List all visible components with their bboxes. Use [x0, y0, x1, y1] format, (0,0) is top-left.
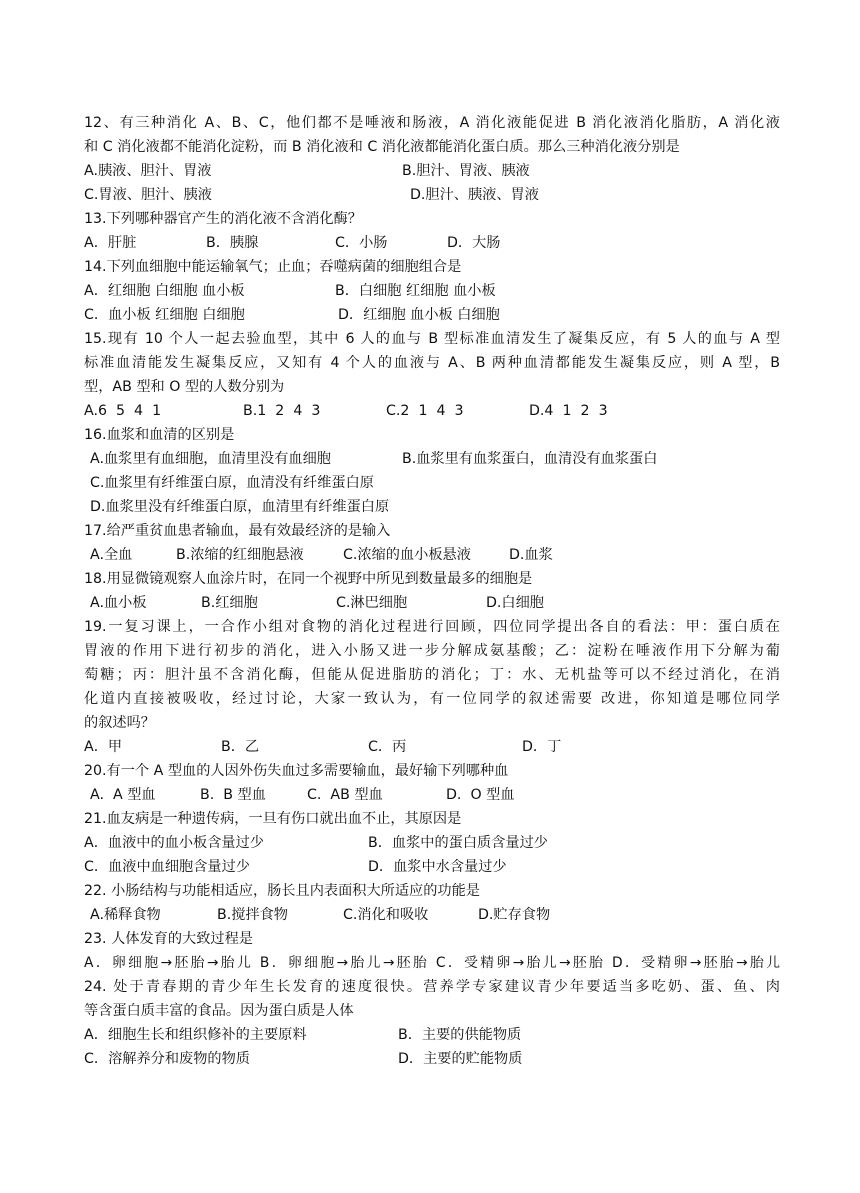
option-c: C.血浆里有纤维蛋白原，血清没有纤维蛋白原	[90, 475, 374, 491]
option-row	[84, 1047, 780, 1071]
option-b: B.血浆里有血浆蛋白，血清没有血浆蛋白	[402, 451, 658, 467]
question-16	[84, 423, 780, 519]
option-a: A.6 5 4 1	[84, 403, 162, 419]
question-stem-line: 21.血友病是一种遗传病，一旦有伤口就出血不止，其原因是	[84, 811, 462, 827]
question-stem-line: 化道内直接被吸收，经过讨论，大家一致认为，有一位同学的叙述需要 改进，你知道是哪位同学	[84, 691, 780, 707]
option-d: D.血浆	[509, 547, 553, 563]
option-row	[84, 831, 780, 855]
option-c: C.2 1 4 3	[386, 403, 464, 419]
option-a: A．肝脏	[84, 235, 137, 251]
option-b: B.浓缩的红细胞悬液	[176, 547, 304, 563]
question-stem-line: 23. 人体发育的大致过程是	[84, 931, 253, 947]
question-stem-line: 标准血清能发生凝集反应，又知有 4 个人的血液与 A、B 两种血清都能发生凝集反应，则 A 型，B	[84, 355, 780, 371]
question-stem-line: 18.用显微镜观察人血涂片时，在同一个视野中所见到数量最多的细胞是	[84, 571, 533, 587]
option-row	[84, 279, 780, 303]
option-c: C.浓缩的血小板悬液	[343, 547, 471, 563]
option-b: B．主要的供能物质	[398, 1027, 522, 1043]
question-stem-line: 12、有三种消化 A、B、C，他们都不是唾液和肠液，A 消化液能促进 B 消化液消化脂肪，A 消化液	[84, 115, 780, 131]
option-row	[84, 495, 780, 519]
option-d: D.白细胞	[486, 595, 544, 611]
option-row	[84, 591, 780, 615]
option-a: A．血液中的血小板含量过少	[84, 835, 264, 851]
option-c: C．丙	[368, 739, 407, 755]
option-b: B. B 型血	[200, 787, 266, 803]
question-20	[84, 759, 780, 807]
option-row	[84, 159, 780, 183]
question-stem-line: 16.血浆和血清的区别是	[84, 427, 235, 443]
option-c: C.淋巴细胞	[336, 595, 408, 611]
question-stem-line: 15.现有 10 个人一起去验血型，其中 6 人的血与 B 型标准血清发生了凝集反应，有 5 人的血与 A 型	[84, 331, 780, 347]
option-b: B.红细胞	[201, 595, 258, 611]
option-row	[84, 447, 780, 471]
option-row	[84, 783, 780, 807]
question-19	[84, 615, 780, 759]
question-15	[84, 327, 780, 423]
question-stem-line: 型，AB 型和 O 型的人数分别为	[84, 379, 285, 395]
option-b: B.胆汁、胃液、胰液	[402, 163, 530, 179]
option-c: C．小肠	[335, 235, 388, 251]
option-row	[84, 183, 780, 207]
option-b: B．乙	[221, 739, 260, 755]
option-d: D．血浆中水含量过少	[368, 859, 507, 875]
question-23	[84, 927, 780, 975]
option-b: B.1 2 4 3	[243, 403, 321, 419]
option-row	[84, 303, 780, 327]
option-row	[84, 1023, 780, 1047]
option-c: C.消化和吸收	[343, 907, 429, 923]
question-stem-line: 14.下列血细胞中能运输氧气；止血；吞噬病菌的细胞组合是	[84, 259, 462, 275]
option-d: D．大肠	[447, 235, 501, 251]
option-d: D．丁	[522, 739, 562, 755]
question-stem-line: 24. 处于青春期的青少年生长发育的速度很快。营养学专家建议青少年要适当多吃奶、蛋、鱼、肉	[84, 979, 780, 995]
option-a: A.胰液、胆汁、胃液	[84, 163, 212, 179]
question-stem-line: 17.给严重贫血患者输血，最有效最经济的是输入	[84, 523, 391, 539]
option-d: D. O 型血	[446, 787, 515, 803]
question-13	[84, 207, 780, 255]
option-c: C．血液中血细胞含量过少	[84, 859, 250, 875]
option-row	[84, 399, 780, 423]
option-b: B.搅拌食物	[217, 907, 288, 923]
question-24	[84, 975, 780, 1071]
option-c: C. AB 型血	[307, 787, 383, 803]
option-row	[84, 543, 780, 567]
question-stem-line: 和 C 消化液都不能消化淀粉，而 B 消化液和 C 消化液都能消化蛋白质。那么三种消化液分别是	[84, 139, 680, 155]
option-row	[84, 855, 780, 879]
question-17	[84, 519, 780, 567]
option-row	[84, 231, 780, 255]
question-stem-line: 13.下列哪种器官产生的消化液不含消化酶？	[84, 211, 362, 227]
option-a: A.血浆里有血细胞，血清里没有血细胞	[90, 451, 331, 467]
option-a: A．红细胞 白细胞 血小板	[84, 283, 245, 299]
option-row	[84, 903, 780, 927]
option-c: C.胃液、胆汁、胰液	[84, 187, 212, 203]
option-d: D.血浆里没有纤维蛋白原，血清里有纤维蛋白原	[90, 499, 390, 515]
option-row	[84, 471, 780, 495]
option-a: A. A 型血	[90, 787, 156, 803]
option-d: D．红细胞 血小板 白细胞	[338, 307, 500, 323]
option-b: B．胰腺	[206, 235, 259, 251]
question-stem-line: 萄糖；丙：胆汁虽不含消化酶，但能从促进脂肪的消化；丁：水、无机盐等可以不经过消化，在消	[84, 667, 780, 683]
option-line: A．卵细胞→胚胎→胎儿 B．卵细胞→胎儿→胚胎 C．受精卵→胎儿→胚胎 D．受精卵→胚胎→胎儿	[84, 955, 780, 971]
question-14	[84, 255, 780, 327]
question-12	[84, 111, 780, 207]
question-stem-line: 19.一复习课上，一合作小组对食物的消化过程进行回顾，四位同学提出各自的看法：甲：蛋白质在	[84, 619, 780, 635]
question-stem-line: 胃液的作用下进行初步的消化，进入小肠又进一步分解成氨基酸；乙：淀粉在唾液作用下分解为葡	[84, 643, 780, 659]
question-22	[84, 879, 780, 927]
option-c: C．血小板 红细胞 白细胞	[84, 307, 245, 323]
option-a: A．细胞生长和组织修补的主要原料	[84, 1027, 307, 1043]
question-stem-line: 22. 小肠结构与功能相适应，肠长且内表面积大所适应的功能是	[84, 883, 480, 899]
option-a: A．甲	[84, 739, 123, 755]
option-d: D．主要的贮能物质	[398, 1051, 523, 1067]
option-a: A.血小板	[90, 595, 147, 611]
question-stem-line: 等含蛋白质丰富的食品。因为蛋白质是人体	[84, 1003, 354, 1019]
option-c: C．溶解养分和废物的物质	[84, 1051, 250, 1067]
question-21	[84, 807, 780, 879]
option-b: B．白细胞 红细胞 血小板	[335, 283, 496, 299]
question-stem-line: 20.有一个 A 型血的人因外伤失血过多需要输血，最好输下列哪种血	[84, 763, 509, 779]
option-d: D.4 1 2 3	[529, 403, 608, 419]
option-a: A.稀释食物	[90, 907, 161, 923]
question-18	[84, 567, 780, 615]
option-b: B．血浆中的蛋白质含量过少	[368, 835, 548, 851]
option-d: D.胆汁、胰液、胃液	[410, 187, 539, 203]
question-stem-line: 的叙述吗？	[84, 715, 155, 731]
option-a: A.全血	[90, 547, 133, 563]
option-d: D.贮存食物	[478, 907, 551, 923]
option-row	[84, 735, 780, 759]
